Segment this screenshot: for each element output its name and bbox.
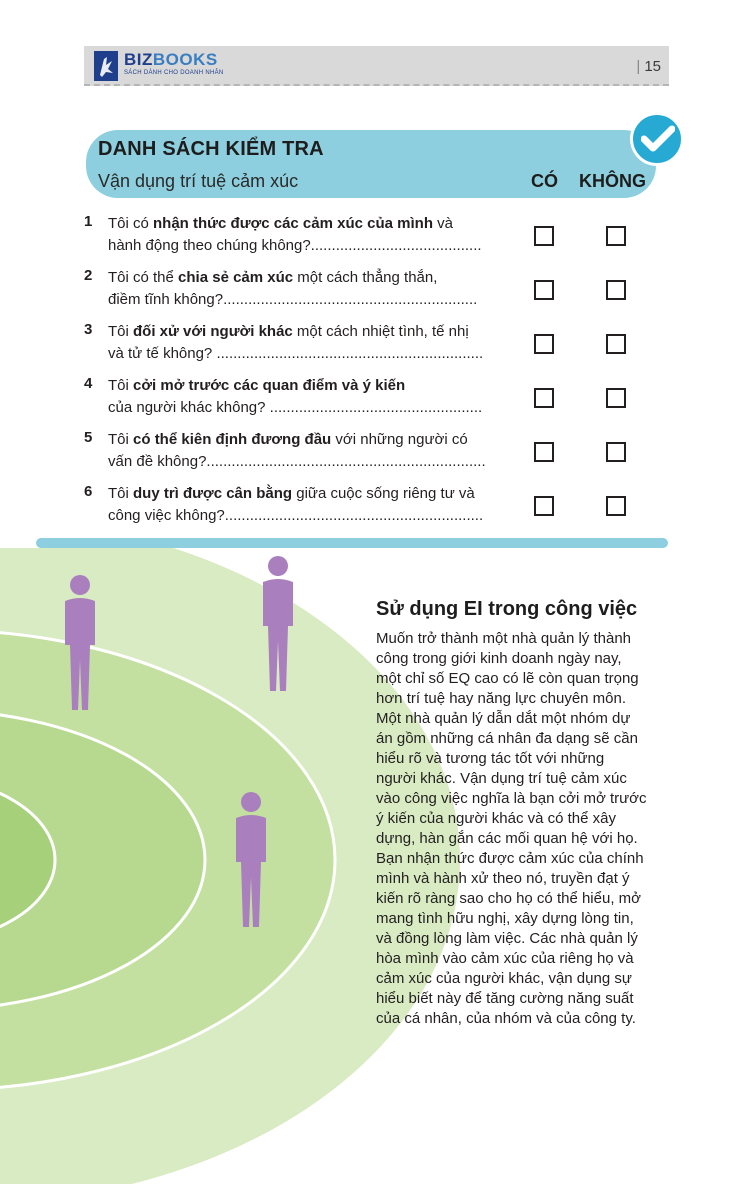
article-line: mang tình hữu nghị, xây dựng lòng tin, xyxy=(376,910,634,927)
yes-checkbox[interactable] xyxy=(534,388,554,408)
article-line: vào công việc nghĩa là bạn cởi mở trước xyxy=(376,790,647,807)
article-line: và đồng lòng làm việc. Các nhà quản lý xyxy=(376,930,638,947)
article-line: một chỉ số EQ cao có lẽ còn quan trọng xyxy=(376,670,639,687)
yes-checkbox[interactable] xyxy=(534,334,554,354)
item-text-bold: cởi mở trước các quan điểm và ý kiến xyxy=(133,377,406,394)
item-text xyxy=(108,375,528,419)
article-line: cảm xúc của người khác, vận dụng sự xyxy=(376,970,632,987)
article-line: của cá nhân, của nhóm và của công ty. xyxy=(376,1010,636,1027)
no-checkbox[interactable] xyxy=(606,334,626,354)
item-text-bold: đối xử với người khác xyxy=(133,323,293,340)
article-line: công trong giới kinh doanh ngày nay, xyxy=(376,650,622,667)
article-line: hơn trí tuệ hay năng lực chuyên môn. xyxy=(376,690,627,707)
item-text-line2: và tử tế không? ................................................................ xyxy=(108,345,484,362)
article-line: người khác. Vận dụng trí tuệ cảm xúc xyxy=(376,770,627,787)
checklist-item xyxy=(84,375,644,419)
item-text-line2: vấn đề không?................................................................... xyxy=(108,453,486,470)
separator: | xyxy=(636,58,641,75)
checklist-item xyxy=(84,321,644,365)
item-text-pre: Tôi xyxy=(108,431,134,448)
item-text-line2: hành động theo chúng không?......................................... xyxy=(108,237,482,254)
column-yes-label: CÓ xyxy=(531,171,558,191)
yes-checkbox[interactable] xyxy=(534,442,554,462)
item-text-line2: công việc không?.............................................................. xyxy=(108,507,484,524)
article-line: án gồm những cá nhân đa dạng sẽ cần xyxy=(376,730,638,747)
no-checkbox[interactable] xyxy=(606,226,626,246)
article-line: ý kiến của người khác và có thể xây xyxy=(376,810,616,827)
article-line: hòa mình vào cảm xúc của riêng họ và xyxy=(376,950,634,967)
item-number: 5 xyxy=(84,429,93,446)
item-text-bold: chia sẻ cảm xúc xyxy=(178,269,294,286)
article-line: Bạn nhận thức được cảm xúc của chính xyxy=(376,850,644,867)
item-text-post: giữa cuộc sống riêng tư và xyxy=(292,485,475,502)
page-number: 15 xyxy=(644,58,661,75)
section-divider xyxy=(36,538,668,548)
item-text-post: một cách nhiệt tình, tế nhị xyxy=(292,323,469,340)
brand-tagline: SÁCH DÀNH CHO DOANH NHÂN xyxy=(124,70,224,76)
checklist-title: DANH SÁCH KIỂM TRA xyxy=(98,138,324,160)
item-text-post: với những người có xyxy=(331,431,468,448)
checklist-item xyxy=(84,267,644,311)
item-text-pre: Tôi có xyxy=(108,215,154,232)
no-checkbox[interactable] xyxy=(606,388,626,408)
item-text xyxy=(108,429,528,473)
item-text-line2: điềm tĩnh không?............................................................. xyxy=(108,291,478,308)
item-number: 1 xyxy=(84,213,93,230)
checklist-subtitle: Vận dụng trí tuệ cảm xúc xyxy=(98,171,299,191)
article-line: hiểu biết này để tăng cường năng suất xyxy=(376,990,634,1007)
item-text-pre: Tôi xyxy=(108,323,134,340)
no-checkbox[interactable] xyxy=(606,442,626,462)
article-line: Một nhà quản lý dẫn dắt một nhóm dự xyxy=(376,710,631,727)
item-text xyxy=(108,267,528,311)
checklist-item xyxy=(84,213,644,257)
item-text-line2: của người khác không? ................................................... xyxy=(108,399,483,416)
article-line: mình và hành xử theo nó, truyền đạt ý xyxy=(376,870,630,887)
item-text-post: và xyxy=(432,215,453,232)
article-line: dựng, hàn gắn các mối quan hệ với họ. xyxy=(376,830,638,847)
article-title: Sử dụng EI trong công việc xyxy=(376,598,638,620)
item-number: 4 xyxy=(84,375,93,392)
yes-checkbox[interactable] xyxy=(534,226,554,246)
brand-main: BIZ xyxy=(124,50,153,69)
item-text xyxy=(108,213,528,257)
item-number: 2 xyxy=(84,267,93,284)
checklist-header xyxy=(86,130,656,198)
checkmark-icon xyxy=(630,112,684,166)
article-line: hiểu rõ và tương tác tốt với những xyxy=(376,750,605,767)
item-text-pre: Tôi có thể xyxy=(108,269,179,286)
item-text-pre: Tôi xyxy=(108,485,134,502)
bizbooks-logo-icon xyxy=(94,51,118,81)
item-number: 6 xyxy=(84,483,93,500)
no-checkbox[interactable] xyxy=(606,280,626,300)
yes-checkbox[interactable] xyxy=(534,496,554,516)
page-header xyxy=(84,46,669,86)
checklist-item xyxy=(84,483,644,527)
article-body xyxy=(376,629,676,1029)
item-text-post: một cách thẳng thắn, xyxy=(293,269,438,286)
item-text xyxy=(108,483,528,527)
article-line: kiến rõ ràng sao cho họ có thể hiểu, mở xyxy=(376,890,641,907)
brand-name xyxy=(124,50,218,70)
page-number-block xyxy=(636,58,661,75)
item-text-bold: nhận thức được các cảm xúc của mình xyxy=(153,215,433,232)
no-checkbox[interactable] xyxy=(606,496,626,516)
column-no-label: KHÔNG xyxy=(579,171,646,191)
item-text-bold: có thể kiên định đương đầu xyxy=(133,431,332,448)
article-line: Muốn trở thành một nhà quản lý thành xyxy=(376,630,631,647)
item-number: 3 xyxy=(84,321,93,338)
item-text-pre: Tôi xyxy=(108,377,134,394)
yes-checkbox[interactable] xyxy=(534,280,554,300)
checklist-item xyxy=(84,429,644,473)
item-text xyxy=(108,321,528,365)
brand-accent: BOOKS xyxy=(152,50,218,69)
item-text-bold: duy trì được cân bằng xyxy=(133,485,293,502)
